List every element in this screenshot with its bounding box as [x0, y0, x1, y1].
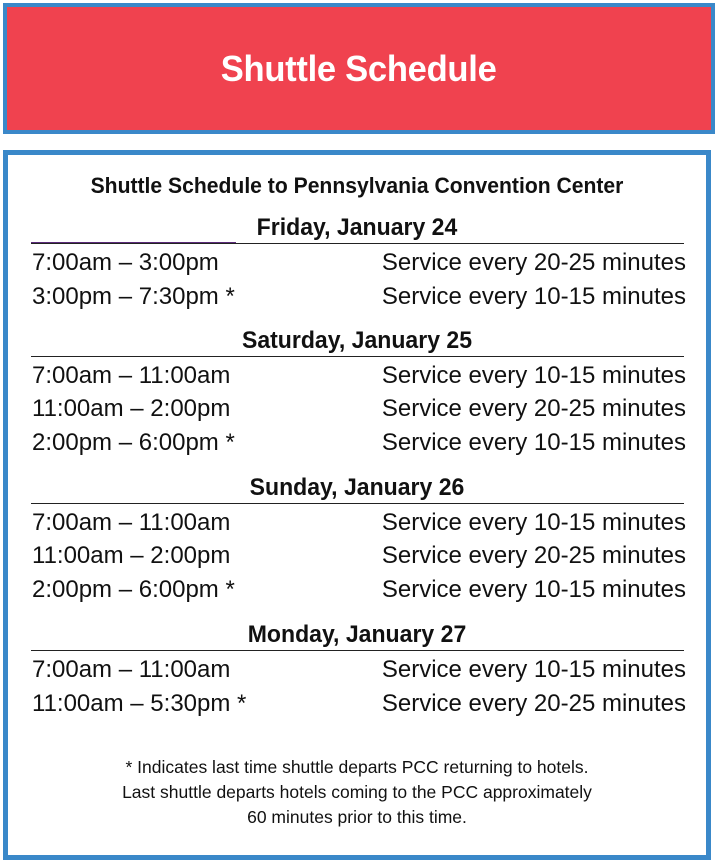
day-divider [31, 650, 684, 651]
day-heading: Monday, January 27 [247, 621, 467, 648]
service-frequency: Service every 10-15 minutes [381, 362, 686, 389]
footnote-line: 60 minutes prior to this time. [247, 807, 467, 827]
schedule-row [8, 542, 706, 574]
schedule-row [8, 362, 706, 394]
time-range: 11:00am – 5:30pm * [32, 690, 247, 717]
time-range: 3:00pm – 7:30pm * [32, 283, 235, 310]
time-range: 2:00pm – 6:00pm * [32, 576, 235, 603]
time-range: 11:00am – 2:00pm [32, 395, 231, 422]
schedule-row [8, 429, 706, 461]
service-frequency: Service every 20-25 minutes [381, 542, 686, 569]
time-range: 2:00pm – 6:00pm * [32, 429, 235, 456]
time-range: 7:00am – 11:00am [32, 656, 231, 683]
service-frequency: Service every 20-25 minutes [381, 395, 686, 422]
day-heading: Sunday, January 26 [249, 474, 465, 501]
service-frequency: Service every 10-15 minutes [381, 283, 686, 310]
time-range: 7:00am – 11:00am [32, 509, 231, 536]
schedule-row [8, 249, 706, 281]
schedule-row [8, 576, 706, 608]
time-range: 7:00am – 11:00am [32, 362, 231, 389]
header-banner [3, 3, 715, 134]
time-range: 11:00am – 2:00pm [32, 542, 231, 569]
service-frequency: Service every 20-25 minutes [381, 690, 686, 717]
schedule-subtitle: Shuttle Schedule to Pennsylvania Convention Center [90, 173, 624, 198]
footnote [8, 755, 706, 830]
day-divider [31, 503, 684, 504]
schedule-row [8, 395, 706, 427]
schedule-row [8, 656, 706, 688]
service-frequency: Service every 10-15 minutes [381, 509, 686, 536]
schedule-row [8, 690, 706, 722]
time-range: 7:00am – 3:00pm [32, 249, 219, 276]
footnote-line: Last shuttle departs hotels coming to the PCC approximately [122, 782, 592, 802]
schedule-row [8, 283, 706, 315]
schedule-panel [3, 150, 711, 860]
day-heading: Friday, January 24 [256, 214, 458, 241]
service-frequency: Service every 10-15 minutes [381, 576, 686, 603]
day-heading: Saturday, January 25 [241, 327, 473, 354]
schedule-row [8, 509, 706, 541]
service-frequency: Service every 10-15 minutes [381, 656, 686, 683]
service-frequency: Service every 20-25 minutes [381, 249, 686, 276]
page-title: Shuttle Schedule [221, 47, 497, 89]
footnote-line: * Indicates last time shuttle departs PCC returning to hotels. [125, 757, 589, 777]
day-divider [31, 356, 684, 357]
day-divider [31, 243, 684, 244]
service-frequency: Service every 10-15 minutes [381, 429, 686, 456]
